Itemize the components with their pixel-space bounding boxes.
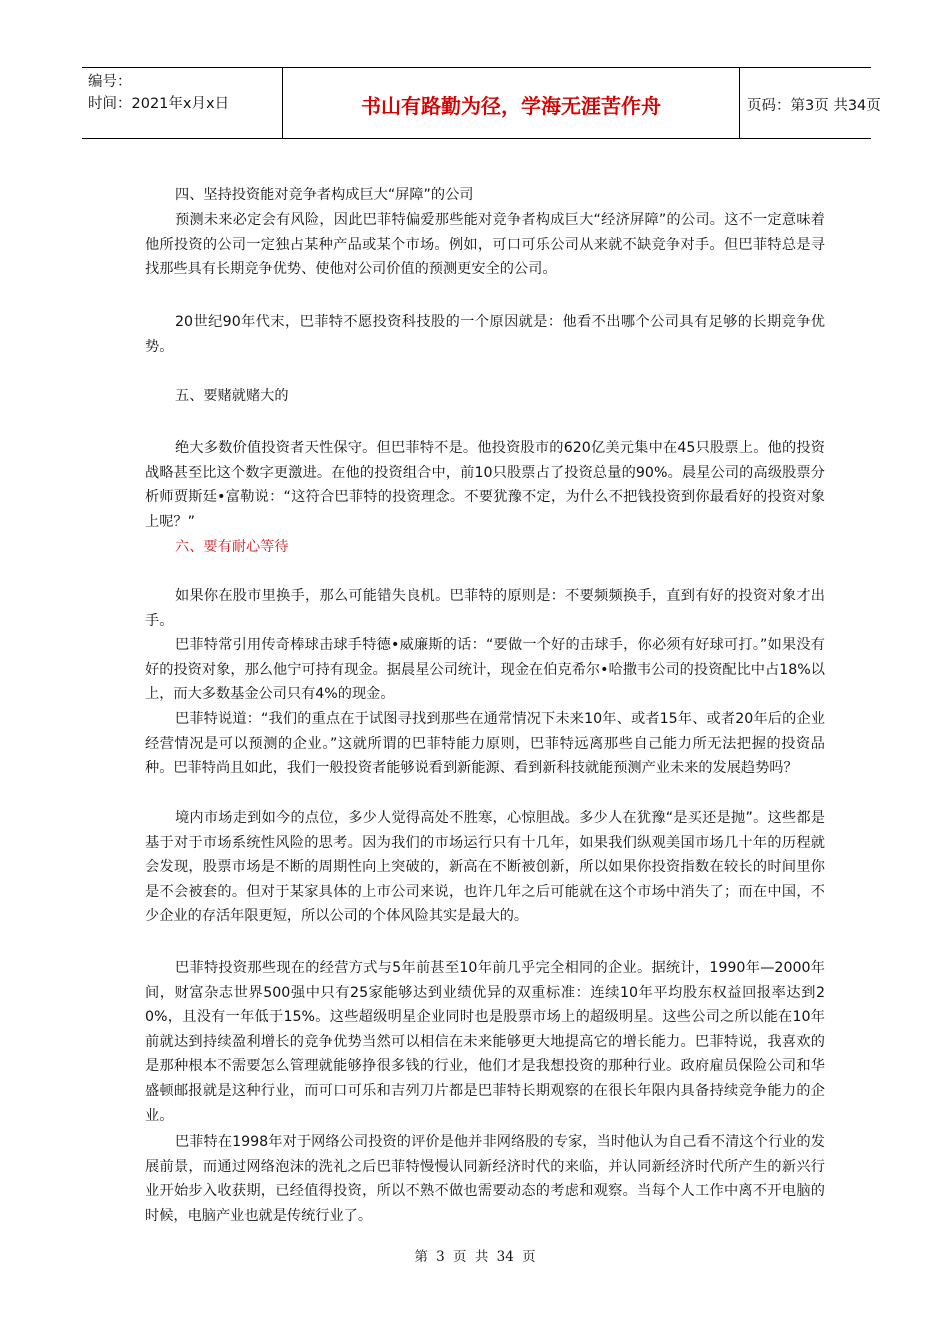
paragraph: 如果你在股市里换手，那么可能错失良机。巴菲特的原则是：不要频频换手，直到有好的投资对象才出手。 — [145, 588, 825, 629]
paragraph: 巴菲特在1998年对于网络公司投资的评价是他并非网络股的专家，当时他认为自己看不清这个行业的发展前景，而通过网络泡沫的洗礼之后巴菲特慢慢认同新经济时代的来临，并认同新经济时代所产生的新兴行业开始步入收获期，已经值得投资，所以不熟不做也需要动态的考虑和观察。当每个人工作中离不开电脑的时候，电脑产业也就是传统行业了。 — [145, 1134, 825, 1224]
paragraph: 预测未来必定会有风险，因此巴菲特偏爱那些能对竞争者构成巨大“经济屏障”的公司。这不一定意味着他所投资的公司一定独占某种产品或某个市场。例如，可口可乐公司从来就不缺竞争对手。但巴菲特总是寻找那些具有长期竞争优势、使他对公司价值的预测更安全的公司。 — [145, 212, 825, 278]
page-info: 页码：第3页 共34页 — [747, 98, 881, 114]
paragraph: 境内市场走到如今的点位，多少人觉得高处不胜寒，心惊胆战。多少人在犹豫“是买还是抛”。这些都是基于对于市场系统性风险的思考。因为我们的市场运行只有十几年，如果我们纵观美国市场几十年的历程就会发现，股票市场是不断的周期性向上突破的，新高在不断被创新，所以如果你投资指数在较长的时间里你是不会被套的。但对于某家具体的上市公司来说，也许几年之后可能就在这个市场中消失了；而在中国，不少企业的存活年限更短，所以公司的个体风险其实是最大的。 — [145, 810, 825, 925]
heading-section-5: 五、要赌就赌大的 — [175, 388, 289, 404]
heading-section-6: 六、要有耐心等待 — [175, 539, 289, 555]
paragraph: 巴菲特投资那些现在的经营方式与5年前甚至10年前几乎完全相同的企业。据统计，1990年—2000年间，财富杂志世界500强中只有25家能够达到业绩优异的双重标准：连续10年平均股东权益回报率达到20%，且没有一年低于15%。这些超级明星企业同时也是股票市场上的超级明星。这些公司之所以能在10年前就达到持续盈利增长的竞争优势当然可以相信在未来能够更大地提高它的增长能力。巴菲特说，我喜欢的是那种根本不需要怎么管理就能够挣很多钱的行业，他们才是我想投资的那种行业。政府雇员保险公司和华盛顿邮报就是这种行业，而可口可乐和吉列刀片都是巴菲特长期观察的在很长年限内具备持续竞争能力的企业。 — [145, 960, 825, 1124]
page-footer: 第 3 页 共 34 页 — [414, 1249, 536, 1265]
serial-label: 编号： — [88, 74, 132, 90]
paragraph: 巴菲特说道：“我们的重点在于试图寻找到那些在通常情况下未来10年、或者15年、或者20年后的企业经营情况是可以预测的企业。”这就所谓的巴菲特能力原则，巴菲特远离那些自己能力所无法把握的投资品种。巴菲特尚且如此，我们一般投资者能够说看到新能源、看到新科技就能预测产业未来的发展趋势吗？ — [145, 711, 825, 777]
paragraph: 绝大多数价值投资者天性保守。但巴菲特不是。他投资股市的620亿美元集中在45只股票上。他的投资战略甚至比这个数字更激进。在他的投资组合中，前10只股票占了投资总量的90%。晨星公司的高级股票分析师贾斯廷•富勒说：“这符合巴菲特的投资理念。不要犹豫不定，为什么不把钱投资到你最看好的投资对象上呢？” — [145, 440, 825, 530]
paragraph: 巴菲特常引用传奇棒球击球手特德•威廉斯的话：“要做一个好的击球手，你必须有好球可打。”如果没有好的投资对象，那么他宁可持有现金。据晨星公司统计，现金在伯克希尔•哈撒韦公司的投资配比中占18%以上，而大多数基金公司只有4%的现金。 — [145, 637, 825, 703]
date-label: 时间：2021年x月x日 — [88, 96, 230, 112]
heading-section-4: 四、坚持投资能对竞争者构成巨大“屏障”的公司 — [175, 187, 474, 203]
motto: 书山有路勤为径，学海无涯苦作舟 — [361, 94, 661, 118]
paragraph: 20世纪90年代末，巴菲特不愿投资科技股的一个原因就是：他看不出哪个公司具有足够的长期竞争优势。 — [145, 314, 825, 355]
